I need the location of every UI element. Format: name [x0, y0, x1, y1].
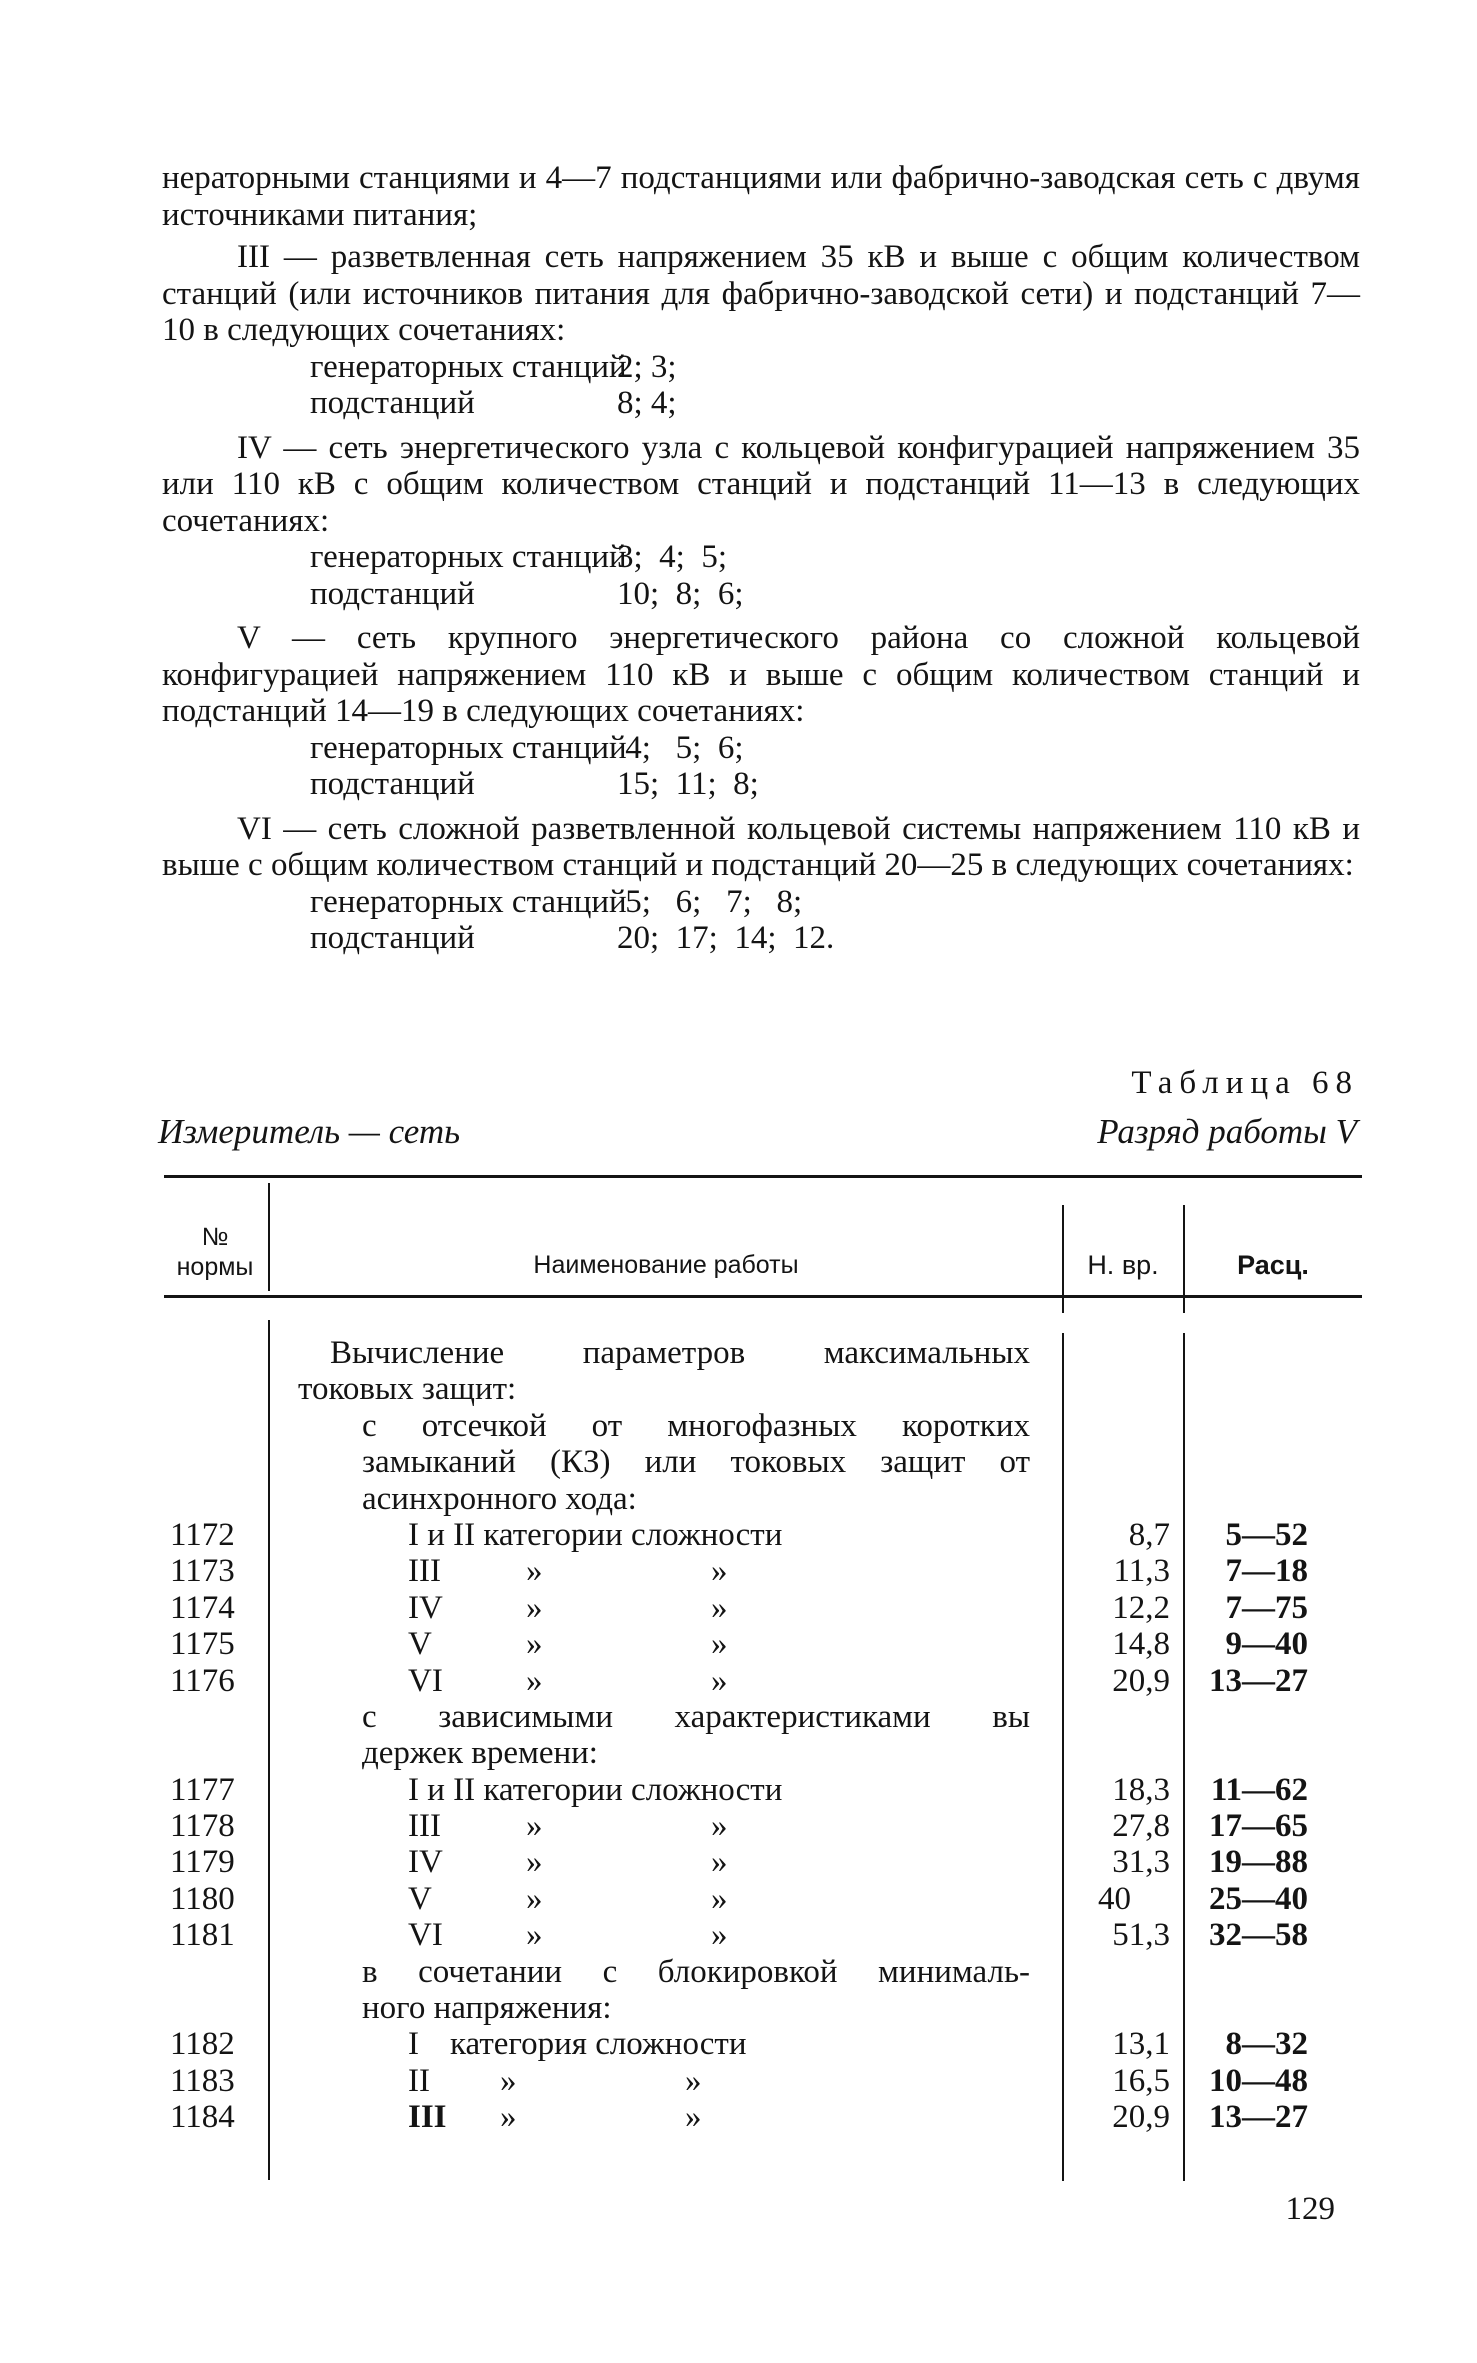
- ditto-mark: »: [500, 2099, 517, 2136]
- combo-values: 15; 11; 8;: [617, 766, 759, 802]
- category: I и II категории сложности: [408, 1516, 783, 1553]
- rate: 11—62: [1210, 1771, 1308, 1808]
- complexity-label: [290, 1626, 1158, 1662]
- combination-list-vi: [162, 884, 1360, 957]
- norm-hours: 31,3: [1112, 1844, 1170, 1881]
- table-body: [0, 1335, 1477, 2136]
- group-title: асинхронного хода:: [362, 1480, 637, 1517]
- table-row: [0, 1699, 1477, 1735]
- table-row: [0, 2063, 1477, 2099]
- norm-hours: 20,9: [1112, 1662, 1170, 1699]
- complexity-label: [290, 1517, 1158, 1553]
- table-divider-hours: [1183, 1205, 1185, 1313]
- combo-label: подстанций: [310, 575, 475, 612]
- complexity-label: [290, 1808, 1158, 1844]
- category: VI: [408, 1662, 443, 1699]
- combo-row: [162, 349, 1360, 386]
- combo-values: 8; 4;: [617, 385, 677, 421]
- group-title: с отсечкой от многофазных коротких: [362, 1407, 1030, 1444]
- ditto-mark: »: [711, 1808, 728, 1845]
- group-title: ного напряжения:: [362, 1990, 612, 2027]
- table-row: [0, 1626, 1477, 1662]
- table-row: [0, 1444, 1477, 1480]
- rate: 9—40: [1225, 1626, 1308, 1663]
- table-meter: Измеритель — сеть: [158, 1112, 461, 1151]
- norm-hours: 40: [1098, 1880, 1131, 1917]
- norm-hours: 11,3: [1113, 1553, 1170, 1590]
- ditto-mark: »: [711, 1589, 728, 1626]
- header-num: № нормы: [176, 1223, 254, 1281]
- rate: 25—40: [1209, 1880, 1308, 1917]
- table-row: [0, 1553, 1477, 1589]
- norm-hours: 27,8: [1112, 1808, 1170, 1845]
- paragraph-network-iii: III — разветвленная сеть напряжением 35 кВ и выше с общим количеством станций (или источников питания для фабрично-заводской сети) и подстанций 7—10 в следующих сочетаниях:: [162, 239, 1360, 348]
- norm-number: 1180: [170, 1880, 235, 1917]
- ditto-mark: »: [711, 1626, 728, 1663]
- category: III: [408, 2099, 447, 2136]
- norm-number: 1183: [170, 2062, 235, 2099]
- paragraph-network-vi: VI — сеть сложной разветвленной кольцевой системы напряжением 110 кВ и выше с общим количеством станций и подстанций 20—25 в следующих сочетаниях:: [162, 810, 1360, 883]
- table-row: [0, 1517, 1477, 1553]
- category: III: [408, 1808, 441, 1845]
- table-row: [0, 1371, 1477, 1407]
- rate: 10—48: [1209, 2062, 1308, 2099]
- rate: 13—27: [1209, 2099, 1308, 2136]
- combo-row: [162, 385, 1360, 422]
- table-row: [0, 1954, 1477, 1990]
- ditto-mark: »: [526, 1808, 543, 1845]
- complexity-label: [290, 2099, 1158, 2135]
- ditto-mark: »: [711, 1917, 728, 1954]
- norm-hours: 16,5: [1112, 2062, 1170, 2099]
- combo-values: 10; 8; 6;: [617, 575, 744, 612]
- ditto-mark: »: [526, 1626, 543, 1663]
- norm-hours: 18,3: [1112, 1771, 1170, 1808]
- combo-row: [162, 766, 1360, 803]
- complexity-label: [290, 1663, 1158, 1699]
- work-title: токовых защит:: [298, 1371, 517, 1408]
- norm-number: 1181: [170, 1917, 235, 1954]
- table-row: [0, 2099, 1477, 2135]
- category: IV: [408, 1589, 443, 1626]
- ditto-mark: »: [711, 1553, 728, 1590]
- body-text: [162, 160, 1360, 965]
- table-row: [0, 1844, 1477, 1880]
- norm-number: 1179: [170, 1844, 235, 1881]
- table-row: [0, 1408, 1477, 1444]
- norm-hours: 13,1: [1112, 2026, 1170, 2063]
- norm-number: 1176: [170, 1662, 235, 1699]
- table-row: [0, 1735, 1477, 1771]
- category-label: категория сложности: [450, 2026, 747, 2063]
- category: III: [408, 1553, 441, 1590]
- table-caption: Таблица 68: [1131, 1065, 1359, 1101]
- table-row: [0, 1590, 1477, 1626]
- ditto-mark: »: [526, 1880, 543, 1917]
- rate: 5—52: [1225, 1516, 1308, 1553]
- complexity-label: [290, 1917, 1158, 1953]
- combination-list-v: [162, 730, 1360, 803]
- table-row: [0, 1481, 1477, 1517]
- norm-number: 1173: [170, 1553, 235, 1590]
- combo-label: подстанций: [310, 385, 475, 421]
- table-row: [0, 1808, 1477, 1844]
- table-row: [0, 1917, 1477, 1953]
- complexity-label: [290, 1590, 1158, 1626]
- complexity-label: [290, 1844, 1158, 1880]
- category: I и II категории сложности: [408, 1771, 783, 1808]
- table-top-rule: [164, 1175, 1362, 1178]
- combo-values: 20; 17; 14; 12.: [617, 920, 835, 956]
- norm-number: 1182: [170, 2026, 235, 2063]
- combo-values: 3; 4; 5;: [617, 539, 728, 575]
- rate: 32—58: [1209, 1917, 1308, 1954]
- norm-hours: 8,7: [1128, 1516, 1170, 1553]
- complexity-label: [290, 2026, 1158, 2062]
- ditto-mark: »: [711, 1880, 728, 1917]
- combo-row: [162, 730, 1360, 767]
- combo-values: 5; 6; 7; 8;: [617, 883, 803, 920]
- ditto-mark: »: [685, 2062, 702, 2099]
- table-grade: Разряд работы V: [1097, 1112, 1357, 1151]
- norm-number: 1184: [170, 2099, 235, 2136]
- rate: 8—32: [1225, 2026, 1308, 2063]
- header-hours: Н. вр.: [1087, 1250, 1159, 1280]
- combo-label: подстанций: [310, 766, 475, 802]
- norm-number: 1175: [170, 1626, 235, 1663]
- norm-number: 1172: [170, 1516, 235, 1553]
- table-row: [0, 1772, 1477, 1808]
- combo-row: [162, 576, 1360, 613]
- ditto-mark: »: [526, 1844, 543, 1881]
- complexity-label: [290, 2063, 1158, 2099]
- rate: 7—18: [1225, 1553, 1308, 1590]
- group-title: замыканий (КЗ) или токовых защит от: [362, 1444, 1030, 1481]
- table-row: [0, 1335, 1477, 1371]
- norm-number: 1174: [170, 1589, 235, 1626]
- group-title: с зависимыми характеристиками вы: [362, 1698, 1030, 1735]
- group-title: держек времени:: [362, 1735, 598, 1772]
- combination-list-iv: [162, 539, 1360, 612]
- norm-number: 1177: [170, 1771, 235, 1808]
- combo-label: генераторных станций: [310, 883, 627, 920]
- ditto-mark: »: [711, 1662, 728, 1699]
- category: I: [408, 2026, 419, 2063]
- ditto-mark: »: [526, 1553, 543, 1590]
- rate: 7—75: [1225, 1589, 1308, 1626]
- complexity-label: [290, 1881, 1158, 1917]
- ditto-mark: »: [526, 1589, 543, 1626]
- norm-hours: 12,2: [1112, 1589, 1170, 1626]
- complexity-label: [290, 1772, 1158, 1808]
- paragraph-continuation: нераторными станциями и 4—7 подстанциями или фабрично-заводская сеть с двумя источниками питания;: [162, 160, 1360, 233]
- paragraph-network-iv: IV — сеть энергетического узла с кольцевой конфигурацией напряжением 35 или 110 кВ с общим количеством станций и подстанций 11—13 в следующих сочетаниях:: [162, 429, 1360, 539]
- combo-values: 2; 3;: [617, 348, 677, 385]
- ditto-mark: »: [711, 1844, 728, 1881]
- combo-label: подстанций: [310, 920, 475, 956]
- paragraph-network-v: V — сеть крупного энергетического района со сложной кольцевой конфигурацией напряжением 110 кВ и выше с общим количеством станций и подстанций 14—19 в следующих сочетаниях:: [162, 620, 1360, 729]
- norm-hours: 20,9: [1112, 2099, 1170, 2136]
- combo-row: [162, 884, 1360, 921]
- ditto-mark: »: [526, 1662, 543, 1699]
- table-divider-num: [268, 1183, 270, 1291]
- ditto-mark: »: [500, 2062, 517, 2099]
- combination-list-iii: [162, 349, 1360, 422]
- complexity-label: [290, 1553, 1158, 1589]
- table-row: [0, 2026, 1477, 2062]
- category: V: [408, 1880, 432, 1917]
- combo-label: генераторных станций: [310, 729, 627, 766]
- norm-hours: 51,3: [1112, 1917, 1170, 1954]
- norm-number: 1178: [170, 1808, 235, 1845]
- page-number: 129: [1285, 2191, 1335, 2227]
- combo-row: [162, 539, 1360, 576]
- header-name: Наименование работы: [533, 1251, 799, 1279]
- combo-label: генераторных станций: [310, 539, 627, 575]
- table-row: [0, 1663, 1477, 1699]
- rate: 17—65: [1209, 1808, 1308, 1845]
- category: V: [408, 1626, 432, 1663]
- category: VI: [408, 1917, 443, 1954]
- rate: 13—27: [1209, 1662, 1308, 1699]
- combo-values: 4; 5; 6;: [617, 729, 744, 766]
- table-row: [0, 1881, 1477, 1917]
- group-title: в сочетании с блокировкой минималь-: [362, 1953, 1030, 1990]
- combo-row: [162, 920, 1360, 957]
- norm-hours: 14,8: [1112, 1626, 1170, 1663]
- rate: 19—88: [1209, 1844, 1308, 1881]
- category: II: [408, 2062, 430, 2099]
- ditto-mark: »: [526, 1917, 543, 1954]
- work-title: Вычисление параметров максимальных: [330, 1335, 1030, 1371]
- table-row: [0, 1990, 1477, 2026]
- combo-label: генераторных станций: [310, 348, 627, 385]
- category: IV: [408, 1844, 443, 1881]
- header-rate: Расц.: [1237, 1250, 1309, 1280]
- ditto-mark: »: [685, 2099, 702, 2136]
